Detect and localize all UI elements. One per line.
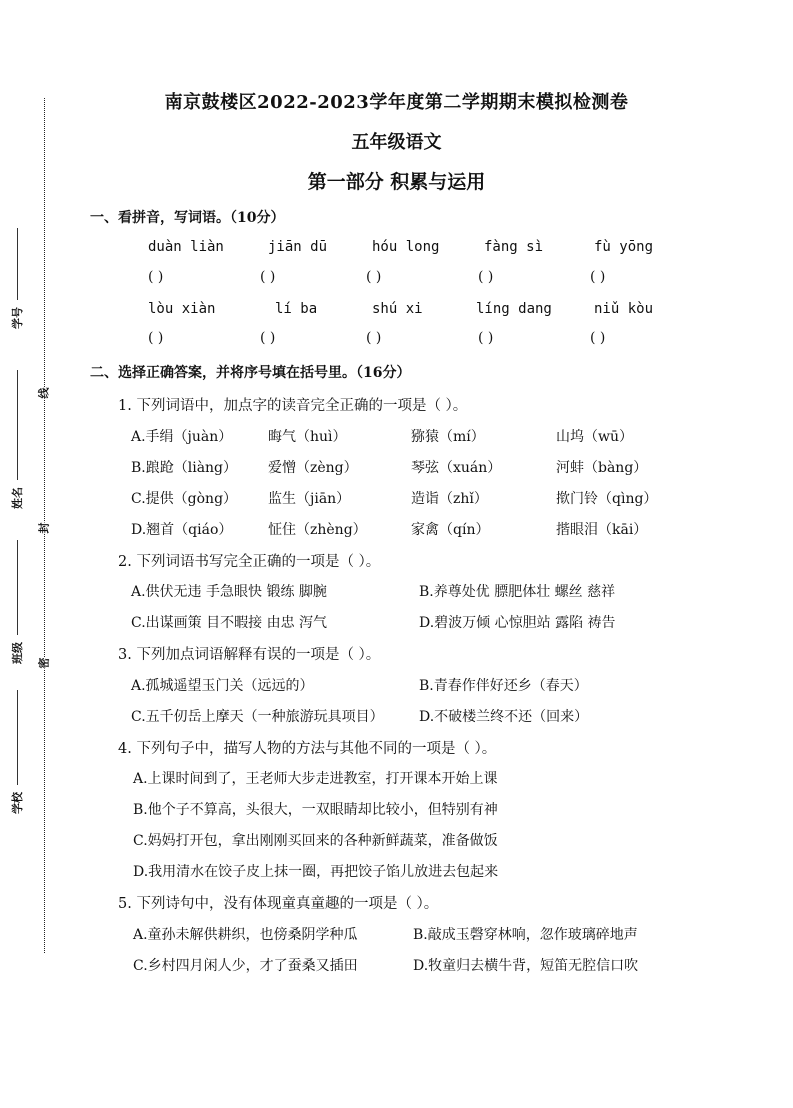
q5-option-c[interactable]: C.乡村四月闲人少，才了蚕桑又插田 [133,958,358,974]
q1-option[interactable]: D.翘首（qiáo） [131,522,233,538]
q1-option: 家禽（qín） [411,522,490,538]
q1-option: 晦气（huì） [268,429,347,445]
student-id-underline[interactable] [17,228,18,300]
q1-option: 爱憎（zèng） [268,460,358,476]
answer-bracket[interactable]: ( ) [260,330,276,346]
q1-option: 怔住（zhèng） [268,522,367,538]
pinyin-item: hóu long [372,239,440,255]
question-5-stem: 5. 下列诗句中，没有体现童真童趣的一项是（ ）。 [118,896,439,912]
part-title: 第一部分 积累与运用 [307,171,486,193]
answer-bracket[interactable]: ( ) [366,330,382,346]
pinyin-item: duàn liàn [148,239,224,255]
answer-bracket[interactable]: ( ) [148,330,164,346]
q4-option-c[interactable]: C.妈妈打开包，拿出刚刚买回来的各种新鲜蔬菜，准备做饭 [133,833,498,849]
q4-option-d[interactable]: D.我用清水在饺子皮上抹一圈，再把饺子馅儿放进去包起来 [133,864,499,880]
q1-option[interactable]: A.手绢（juàn） [131,429,233,445]
pinyin-item: lòu xiàn [148,301,216,317]
q5-option-d[interactable]: D.牧童归去横牛背，短笛无腔信口吹 [413,958,639,974]
question-1-stem: 1. 下列词语中，加点字的读音完全正确的一项是（ ）。 [118,398,468,414]
q1-option[interactable]: B.踉跄（liàng） [131,460,238,476]
class-underline[interactable] [17,540,18,635]
answer-bracket[interactable]: ( ) [366,269,382,285]
q3-option-a[interactable]: A.孤城遥望玉门关（远远的） [131,678,314,694]
q2-option-c[interactable]: C.出谋画策 目不暇接 由忠 泻气 [131,615,328,631]
answer-bracket[interactable]: ( ) [478,330,494,346]
q1-option: 监生（jiān） [268,491,351,507]
q1-option: 琴弦（xuán） [411,460,502,476]
answer-bracket[interactable]: ( ) [260,269,276,285]
pinyin-item: jiān dū [268,239,328,255]
seal-char-line: 线 [37,387,51,399]
q1-option[interactable]: C.提供（gòng） [131,491,238,507]
q1-option: 揩眼泪（kāi） [556,522,648,538]
margin-label-student-id: 学号 [11,307,24,329]
margin-label-class: 班级 [11,642,24,664]
q5-option-b[interactable]: B.敲成玉磬穿林响，忽作玻璃碎地声 [413,927,638,943]
q1-option: 山坞（wū） [556,429,633,445]
pinyin-item: lí ba [275,301,318,317]
section1-heading: 一、看拼音，写词语。（10分） [90,210,285,226]
q3-option-b[interactable]: B.青春作伴好还乡（春天） [419,678,588,694]
q1-option: 揿门铃（qìng） [556,491,658,507]
seal-char-seal: 封 [37,522,51,534]
margin-label-name: 姓名 [11,487,24,509]
pinyin-item: niǔ kòu [594,301,654,317]
school-underline[interactable] [17,690,18,785]
q3-option-c[interactable]: C.五千仞岳上摩天（一种旅游玩具项目） [131,709,384,725]
section2-heading: 二、选择正确答案，并将序号填在括号里。（16分） [90,365,411,381]
pinyin-item: líng dang [476,301,552,317]
margin-label-school: 学校 [11,792,24,814]
q1-option: 河蚌（bàng） [556,460,648,476]
q2-option-b[interactable]: B.养尊处优 膘肥体壮 螺丝 慈祥 [419,584,616,600]
q4-option-a[interactable]: A.上课时间到了，王老师大步走进教室，打开课本开始上课 [133,771,498,787]
q4-option-b[interactable]: B.他个子不算高，头很大，一双眼睛却比较小，但特别有神 [133,802,498,818]
name-underline[interactable] [17,370,18,480]
answer-bracket[interactable]: ( ) [148,269,164,285]
question-2-stem: 2. 下列词语书写完全正确的一项是（ ）。 [118,554,381,570]
pinyin-item: shú xi [372,301,423,317]
q2-option-d[interactable]: D.碧波万倾 心惊胆站 露陷 祷告 [419,615,616,631]
q1-option: 造诣（zhǐ） [411,491,488,507]
answer-bracket[interactable]: ( ) [590,330,606,346]
answer-bracket[interactable]: ( ) [590,269,606,285]
answer-bracket[interactable]: ( ) [478,269,494,285]
seal-char-secret: 密 [37,657,51,669]
pinyin-item: fàng sì [484,239,544,255]
exam-subtitle: 五年级语文 [351,132,442,153]
pinyin-item: fù yōng [594,239,654,255]
q1-option: 猕猿（mí） [411,429,485,445]
q3-option-d[interactable]: D.不破楼兰终不还（回来） [419,709,589,725]
question-3-stem: 3. 下列加点词语解释有误的一项是（ ）。 [118,647,381,663]
q2-option-a[interactable]: A.供伏无违 手急眼快 锻练 脚腕 [131,584,327,600]
q5-option-a[interactable]: A.童孙未解供耕织，也傍桑阴学种瓜 [133,927,358,943]
question-4-stem: 4. 下列句子中，描写人物的方法与其他不同的一项是（ ）。 [118,741,497,757]
exam-title: 南京鼓楼区2022-2023学年度第二学期期末模拟检测卷 [164,92,629,113]
